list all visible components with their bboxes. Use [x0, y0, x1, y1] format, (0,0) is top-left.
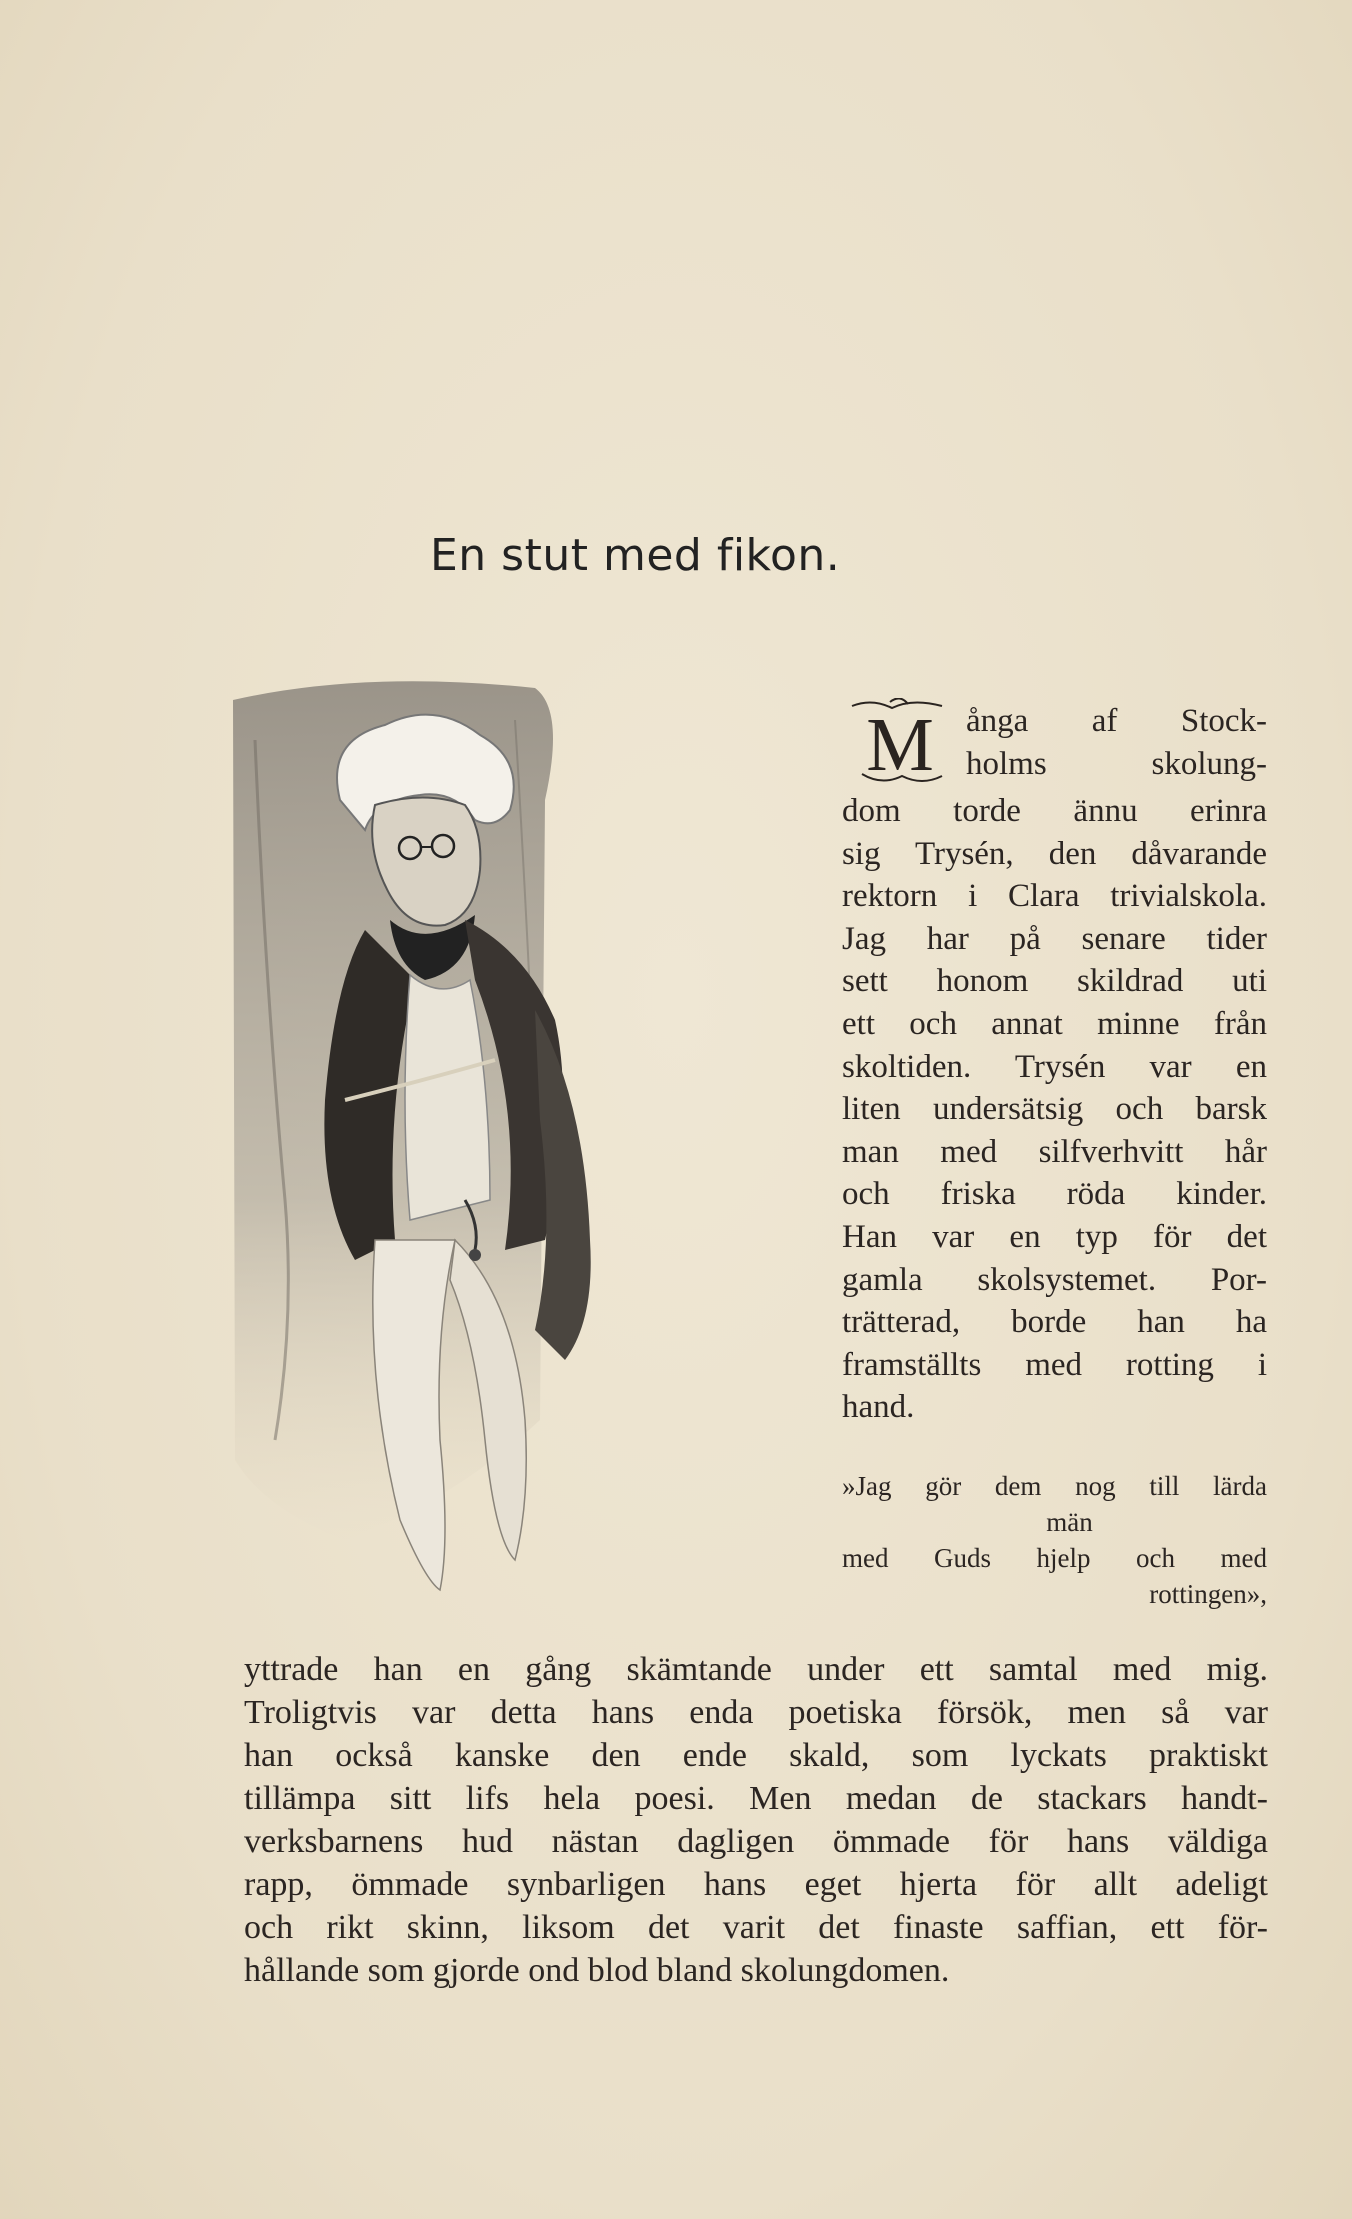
body-line: hållande som gjorde ond blod bland skolungdomen.	[244, 1952, 950, 1989]
body-line: yttrade han en gång skämtande under ett samtal med mig.	[244, 1651, 1268, 1688]
side-line: liten undersätsig och barsk	[842, 1091, 1267, 1128]
side-line: och friska röda kinder.	[842, 1176, 1267, 1213]
side-line: trätterad, borde han ha	[842, 1304, 1267, 1341]
body-line: Troligtvis var detta hans enda poetiska försök, men så var	[244, 1694, 1268, 1731]
side-line: skoltiden. Trysén var en	[842, 1048, 1267, 1085]
side-line: sig Trysén, den dåvarande	[842, 835, 1267, 872]
body-line: han också kanske den ende skald, som lyckats praktiskt	[244, 1737, 1268, 1774]
side-line: rektorn i Clara trivialskola.	[842, 878, 1267, 915]
drop-cap-ornament	[842, 698, 958, 790]
side-line: ett och annat minne från	[842, 1005, 1267, 1042]
verse-quote	[842, 1468, 1267, 1612]
body-line: rapp, ömmade synbarligen hans eget hjerta för allt adeligt	[244, 1866, 1268, 1903]
verse-line: med Guds hjelp och med	[842, 1543, 1267, 1573]
body-line: och rikt skinn, liksom det varit det finaste saffian, ett för-	[244, 1909, 1268, 1946]
side-line: man med silfverhvitt hår	[842, 1133, 1267, 1170]
body-line: verksbarnens hud nästan dagligen ömmade för hans väldiga	[244, 1823, 1268, 1860]
side-line: gamla skolsystemet. Por-	[842, 1261, 1267, 1298]
side-line: hand.	[842, 1389, 915, 1426]
side-line: ånga af Stock-	[966, 703, 1267, 739]
verse-line: »Jag gör dem nog till lärda	[842, 1471, 1267, 1501]
verse-line: män	[1046, 1507, 1093, 1537]
side-line: sett honom skildrad uti	[842, 963, 1267, 1000]
body-line: tillämpa sitt lifs hela poesi. Men medan de stackars handt-	[244, 1780, 1268, 1817]
portrait-illustration	[225, 680, 755, 1610]
drop-cap-letter: M	[866, 703, 934, 787]
side-paragraph	[842, 700, 1267, 1429]
chapter-title: En stut med fikon.	[430, 530, 841, 581]
side-line: holms skolung-	[966, 745, 1267, 782]
side-line: dom torde ännu erinra	[842, 793, 1267, 829]
side-line: Jag har på senare tider	[842, 920, 1267, 957]
side-line: framställts med rotting i	[842, 1346, 1267, 1383]
side-line: Han var en typ för det	[842, 1218, 1267, 1255]
verse-line: rottingen»,	[1149, 1579, 1267, 1609]
body-paragraph	[244, 1648, 1268, 1992]
